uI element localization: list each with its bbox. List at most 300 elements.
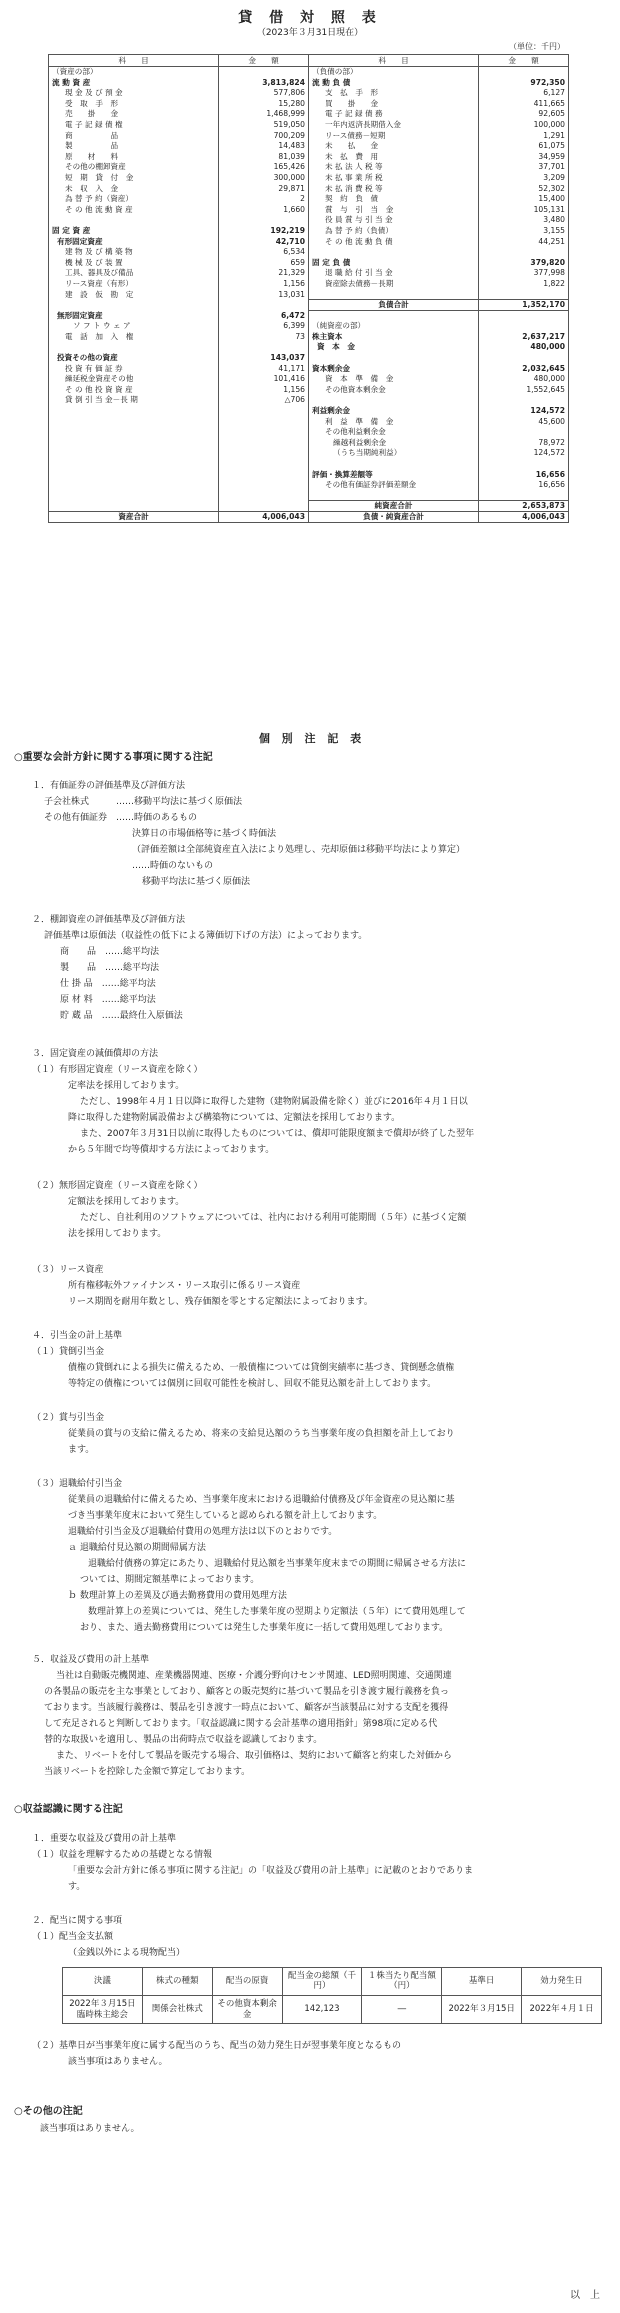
table-cell — [219, 501, 309, 512]
table-cell — [309, 458, 479, 469]
table-cell: 流 動 資 産 — [49, 77, 219, 88]
table-cell — [309, 353, 479, 364]
header-cell: 金 額 — [219, 55, 309, 67]
table-row — [49, 395, 569, 406]
table-cell: 16,656 — [479, 469, 569, 480]
table-cell: 関係会社株式 — [142, 1996, 212, 2024]
table-cell: 有形固定資産 — [49, 236, 219, 247]
balance-sheet-title: 貸 借 対 照 表 — [238, 10, 382, 26]
table-cell: 2022年４月１日 — [522, 1996, 602, 2024]
table-cell: 700,209 — [219, 130, 309, 141]
table-cell — [479, 321, 569, 332]
table-row — [49, 204, 569, 215]
end-mark: 以 上 — [570, 2290, 600, 2301]
note-block — [14, 1328, 610, 1392]
table-cell — [309, 289, 479, 300]
note-line: して充足されると判断しております。「収益認識に関する会計基準の適用指針」第98項に定める代 — [44, 1719, 438, 1730]
table-cell — [49, 416, 219, 427]
table-cell — [479, 289, 569, 300]
note-line: 原 材 料 ……総平均法 — [60, 995, 156, 1006]
note-line: 退職給付引当金及び退職給付費用の処理方法は以下のとおりです。 — [68, 1527, 338, 1538]
table-cell: 2 — [219, 194, 309, 205]
table-cell: 1,156 — [219, 384, 309, 395]
table-cell — [479, 67, 569, 78]
table-row — [49, 119, 569, 130]
table-row — [49, 310, 569, 321]
table-cell: 短 期 貸 付 金 — [49, 172, 219, 183]
table-cell: 21,329 — [219, 268, 309, 279]
note-line: ただし、自社利用のソフトウェアについては、社内における利用可能期間（５年）に基づく定額 — [80, 1213, 467, 1224]
table-row — [63, 1996, 602, 2024]
table-cell: 16,656 — [479, 480, 569, 491]
table-cell: 192,219 — [219, 225, 309, 236]
table-cell: 659 — [219, 257, 309, 268]
table-cell — [219, 458, 309, 469]
note-line: 降に取得した建物附属設備および構築物については、定額法を採用しております。 — [68, 1113, 401, 1124]
table-cell: 2022年３月15日臨時株主総会 — [63, 1996, 143, 2024]
table-cell: 165,426 — [219, 162, 309, 173]
table-row — [49, 247, 569, 258]
table-row — [49, 109, 569, 120]
table-cell: そ の 他 流 動 資 産 — [49, 204, 219, 215]
table-cell — [479, 395, 569, 406]
note-line: おり、また、過去勤務費用については発生した事業年度に一括して費用処理しております。 — [80, 1623, 449, 1634]
table-cell: 買 掛 金 — [309, 98, 479, 109]
note-line: 商 品 ……総平均法 — [60, 947, 160, 958]
table-cell: 資本剰余金 — [309, 363, 479, 374]
table-cell: 480,000 — [479, 342, 569, 353]
table-cell: 為 替 予 約（負債） — [309, 225, 479, 236]
table-cell: 電 子 記 録 債 権 — [49, 119, 219, 130]
table-row — [49, 225, 569, 236]
note-line: （１）配当金支払額 — [32, 1931, 114, 1942]
notes-section — [14, 732, 610, 2137]
note-line: 該当事項はありません。 — [40, 2123, 140, 2134]
table-cell: 退 職 給 付 引 当 金 — [309, 268, 479, 279]
table-row — [49, 480, 569, 491]
table-cell — [309, 310, 479, 321]
table-row — [49, 215, 569, 226]
table-cell: 2,032,645 — [479, 363, 569, 374]
note-line: ５．収益及び費用の計上基準 — [32, 1655, 150, 1666]
note-line: 法を採用しております。 — [68, 1229, 167, 1240]
note-line: 製 品 ……総平均法 — [60, 963, 160, 974]
note-line: 当社は自動販売機関連、産業機器関連、医療・介護分野向けセンサ関連、LED照明関連、交通関連 — [56, 1671, 452, 1682]
table-cell: 78,972 — [479, 437, 569, 448]
note-line: １．重要な収益及び費用の計上基準 — [32, 1833, 177, 1844]
table-cell: 固 定 負 債 — [309, 257, 479, 268]
table-cell: 6,399 — [219, 321, 309, 332]
note-line: （評価差額は全部純資産直入法により処理し、売却原価は移動平均法により算定） — [132, 845, 466, 856]
table-cell: 建 設 仮 勘 定 — [49, 289, 219, 300]
table-cell: 投 資 有 価 証 券 — [49, 363, 219, 374]
table-cell: 負債合計 — [309, 300, 479, 311]
table-cell: 73 — [219, 331, 309, 342]
table-cell: 3,155 — [479, 225, 569, 236]
header-cell: 決議 — [63, 1967, 143, 1995]
table-header-row — [63, 1967, 602, 1995]
table-cell: 124,572 — [479, 406, 569, 417]
table-cell — [219, 416, 309, 427]
table-cell: 29,871 — [219, 183, 309, 194]
table-cell: 機 械 及 び 装 置 — [49, 257, 219, 268]
note-line: ……時価のないもの — [132, 861, 214, 872]
note-line: 定額法を採用しております。 — [68, 1197, 185, 1208]
table-cell — [49, 437, 219, 448]
table-cell: 評価・換算差額等 — [309, 469, 479, 480]
table-cell: 売 掛 金 — [49, 109, 219, 120]
note-line: ２．配当に関する事項 — [32, 1915, 123, 1926]
note-line: １．有価証券の評価基準及び評価方法 — [32, 781, 186, 792]
table-row — [49, 98, 569, 109]
note-block — [14, 912, 610, 1024]
note-block — [14, 1262, 610, 1310]
note-line: づき当事業年度末において発生していると認められる額を計上しております。 — [68, 1511, 383, 1522]
table-cell: 原 材 料 — [49, 151, 219, 162]
table-cell: 利 益 準 備 金 — [309, 416, 479, 427]
table-cell: リース資産（有形） — [49, 278, 219, 289]
table-cell: 1,822 — [479, 278, 569, 289]
balance-sheet-date: （2023年３月31日現在） — [256, 28, 364, 38]
table-cell: 繰越利益剰余金 — [309, 437, 479, 448]
note-line: から５年間で均等償却する方法によっております。 — [68, 1145, 275, 1156]
table-row — [49, 427, 569, 438]
table-cell: 142,123 — [282, 1996, 362, 2024]
table-cell: 100,000 — [479, 119, 569, 130]
table-cell — [49, 490, 219, 501]
table-row — [49, 77, 569, 88]
table-cell: 未 払 金 — [309, 141, 479, 152]
table-row — [49, 88, 569, 99]
table-row — [49, 300, 569, 311]
table-cell: 1,352,170 — [479, 300, 569, 311]
table-row — [49, 353, 569, 364]
table-row — [49, 384, 569, 395]
table-row — [49, 194, 569, 205]
table-cell: 377,998 — [479, 268, 569, 279]
table-row — [49, 448, 569, 459]
table-cell: その他の棚卸資産 — [49, 162, 219, 173]
note-line: 子会社株式 ……移動平均法に基づく原価法 — [44, 797, 243, 808]
note-line: の各製品の販売を主な事業としており、顧客との販売契約に基づいて製品を引き渡す履行義務を負っ — [44, 1687, 450, 1698]
note-line: （１）貸倒引当金 — [32, 1347, 105, 1358]
table-cell: 81,039 — [219, 151, 309, 162]
table-cell — [219, 448, 309, 459]
table-cell: 1,552,645 — [479, 384, 569, 395]
table-cell: 繰延税金資産その他 — [49, 374, 219, 385]
note-line: ３．固定資産の減価償却の方法 — [32, 1049, 159, 1060]
note-line: 従業員の退職給付に備えるため、当事業年度末における退職給付債務及び年金資産の見込額に基 — [68, 1495, 455, 1506]
table-header-row — [49, 55, 569, 67]
table-cell: （負債の部） — [309, 67, 479, 78]
table-cell: 商 品 — [49, 130, 219, 141]
table-cell: 41,171 — [219, 363, 309, 374]
note-line: また、2007年３月31日以前に取得したものについては、償却可能限度額まで償却が終了した翌年 — [80, 1129, 475, 1140]
table-cell: △706 — [219, 395, 309, 406]
table-cell: 105,131 — [479, 204, 569, 215]
note-line: （金銭以外による現物配当） — [68, 1947, 186, 1958]
table-row — [49, 469, 569, 480]
note-block — [14, 1476, 610, 1636]
note-line: 決算日の市場価格等に基づく時価法 — [132, 829, 277, 840]
table-cell: ― — [362, 1996, 442, 2024]
note-line: （２）賞与引当金 — [32, 1413, 105, 1424]
header-cell: 効力発生日 — [522, 1967, 602, 1995]
note-line: （１）有形固定資産（リース資産を除く） — [32, 1065, 203, 1076]
table-cell: 資 本 準 備 金 — [309, 374, 479, 385]
table-row — [49, 183, 569, 194]
note-line: 債権の貸倒れによる損失に備えるため、一般債権については貸倒実績率に基づき、貸倒懸念債権 — [68, 1363, 455, 1374]
table-cell: 資産除去債務－長期 — [309, 278, 479, 289]
table-row — [49, 490, 569, 501]
note-line: 定率法を採用しております。 — [68, 1081, 185, 1092]
table-cell: 未 払 事 業 所 税 — [309, 172, 479, 183]
table-cell: 製 品 — [49, 141, 219, 152]
table-cell — [219, 406, 309, 417]
note-block — [14, 1410, 610, 1458]
note-line: ただし、1998年４月１日以降に取得した建物（建物附属設備を除く）並びに2016年４月１日以 — [80, 1097, 468, 1108]
table-cell: 3,480 — [479, 215, 569, 226]
note-line: ４．引当金の計上基準 — [32, 1331, 123, 1342]
table-cell — [49, 427, 219, 438]
note-line: （３）退職給付引当金 — [32, 1479, 123, 1490]
table-cell — [479, 310, 569, 321]
table-cell: 役 員 賞 与 引 当 金 — [309, 215, 479, 226]
note-block — [14, 778, 610, 890]
note-line: 評価基準は原価法（収益性の低下による簿価切下げの方法）によっております。 — [44, 931, 368, 942]
table-cell: そ の 他 流 動 負 債 — [309, 236, 479, 247]
table-cell — [49, 406, 219, 417]
table-cell: 2022年３月15日 — [442, 1996, 522, 2024]
unit-label: （単位：千円） — [509, 42, 565, 51]
table-cell — [219, 437, 309, 448]
header-cell: 科 目 — [49, 55, 219, 67]
table-row — [49, 67, 569, 78]
table-row — [49, 236, 569, 247]
table-cell: 純資産合計 — [309, 501, 479, 512]
note-line: （２）基準日が当事業年度に属する配当のうち、配当の効力発生日が翌事業年度となるもの — [32, 2041, 402, 2052]
table-cell — [219, 480, 309, 491]
table-cell: 61,075 — [479, 141, 569, 152]
table-cell: 建 物 及 び 構 築 物 — [49, 247, 219, 258]
header-cell: 基準日 — [442, 1967, 522, 1995]
note-block — [14, 1652, 610, 1780]
table-cell: 101,416 — [219, 374, 309, 385]
table-cell: 契 約 負 債 — [309, 194, 479, 205]
table-cell: 14,483 — [219, 141, 309, 152]
table-cell — [219, 490, 309, 501]
table-cell: 1,156 — [219, 278, 309, 289]
table-cell: 577,806 — [219, 88, 309, 99]
note-line: 貯 蔵 品 ……最終仕入原価法 — [60, 1011, 183, 1022]
table-cell: 34,959 — [479, 151, 569, 162]
table-cell: 124,572 — [479, 448, 569, 459]
table-cell: 資 本 金 — [309, 342, 479, 353]
balance-sheet-table — [48, 54, 569, 523]
table-cell: 1,660 — [219, 204, 309, 215]
table-cell: 未 払 消 費 税 等 — [309, 183, 479, 194]
note-line: 従業員の賞与の支給に備えるため、将来の支給見込額のうち当事業年度の負担額を計上しており — [68, 1429, 455, 1440]
table-cell: 42,710 — [219, 236, 309, 247]
table-cell: 2,637,217 — [479, 331, 569, 342]
table-cell — [49, 469, 219, 480]
table-row — [49, 130, 569, 141]
table-cell — [49, 501, 219, 512]
note-line: 所有権移転外ファイナンス・リース取引に係るリース資産 — [68, 1281, 301, 1292]
table-cell: その他利益剰余金 — [309, 427, 479, 438]
table-cell — [49, 448, 219, 459]
table-cell: 固 定 資 産 — [49, 225, 219, 236]
note-line: 替的な取扱いを適用し、製品の出荷時点で収益を認識しております。 — [44, 1735, 323, 1746]
note-line: 「重要な会計方針に係る事項に関する注記」の「収益及び費用の計上基準」に記載のとおりでありま — [68, 1865, 474, 1876]
table-cell: その他資本剰余金 — [212, 1996, 282, 2024]
table-row — [49, 374, 569, 385]
table-cell: 15,400 — [479, 194, 569, 205]
table-cell: 6,534 — [219, 247, 309, 258]
note-line: ｂ 数理計算上の差異及び過去勤務費用の費用処理方法 — [68, 1591, 287, 1602]
total-cell: 4,006,043 — [219, 511, 309, 522]
note-line: ２．棚卸資産の評価基準及び評価方法 — [32, 915, 186, 926]
table-row — [49, 331, 569, 342]
table-cell: 電 子 記 録 債 務 — [309, 109, 479, 120]
table-cell: 未 収 入 金 — [49, 183, 219, 194]
note-line: また、リベートを付して製品を販売する場合、取引価格は、契約において顧客と約束した対価から — [56, 1751, 452, 1762]
table-cell — [49, 342, 219, 353]
total-cell: 負債・純資産合計 — [309, 511, 479, 522]
note-line: ａ 退職給付見込額の期間帰属方法 — [68, 1543, 206, 1554]
note-line: 仕 掛 品 ……総平均法 — [60, 979, 156, 990]
total-cell: 資産合計 — [49, 511, 219, 522]
table-cell — [49, 215, 219, 226]
total-cell: 4,006,043 — [479, 511, 569, 522]
notes-title: 個 別 注 記 表 — [258, 732, 366, 745]
note-line: ついては、期間定額基準によっております。 — [80, 1575, 260, 1586]
table-row — [49, 342, 569, 353]
table-cell — [219, 67, 309, 78]
table-row — [49, 172, 569, 183]
table-cell: 未 払 費 用 — [309, 151, 479, 162]
table-cell: 利益剰余金 — [309, 406, 479, 417]
table-cell: 379,820 — [479, 257, 569, 268]
table-cell: 143,037 — [219, 353, 309, 364]
note-line: 当該リベートを控除した金額で算定しております。 — [44, 1767, 251, 1778]
note-line: 等特定の債権については個別に回収可能性を検討し、回収不能見込額を計上しております。 — [68, 1379, 437, 1390]
table-cell: 受 取 手 形 — [49, 98, 219, 109]
table-cell — [309, 490, 479, 501]
table-cell — [49, 458, 219, 469]
note-line: ます。 — [68, 1445, 95, 1456]
table-cell: そ の 他 投 資 資 産 — [49, 384, 219, 395]
header-cell: １株当たり配当額（円） — [362, 1967, 442, 1995]
note-line: （２）無形固定資産（リース資産を除く） — [32, 1181, 203, 1192]
note-block — [14, 1178, 610, 1242]
table-row — [49, 363, 569, 374]
table-cell: その他有価証券評価差額金 — [309, 480, 479, 491]
table-cell: 1,468,999 — [219, 109, 309, 120]
table-cell — [309, 395, 479, 406]
table-row — [49, 458, 569, 469]
table-cell: 480,000 — [479, 374, 569, 385]
table-cell: 2,653,873 — [479, 501, 569, 512]
table-cell: 未 払 法 人 税 等 — [309, 162, 479, 173]
note-line: 退職給付債務の算定にあたり、退職給付見込額を当事業年度末までの期間に帰属させる方法に — [88, 1559, 467, 1570]
header-cell: 配当の原資 — [212, 1967, 282, 1995]
table-cell: 流 動 負 債 — [309, 77, 479, 88]
table-cell: 45,600 — [479, 416, 569, 427]
table-cell: 株主資本 — [309, 331, 479, 342]
table-cell: 300,000 — [219, 172, 309, 183]
table-cell: 3,813,824 — [219, 77, 309, 88]
table-row — [49, 141, 569, 152]
table-row — [49, 257, 569, 268]
table-row — [49, 289, 569, 300]
table-cell: （資産の部） — [49, 67, 219, 78]
table-row — [49, 151, 569, 162]
table-cell — [219, 427, 309, 438]
table-cell — [479, 458, 569, 469]
table-cell: 投資その他の資産 — [49, 353, 219, 364]
header-cell: 配当金の総額（千円） — [282, 1967, 362, 1995]
table-cell: 411,665 — [479, 98, 569, 109]
table-cell: 1,291 — [479, 130, 569, 141]
table-cell: 工具、器具及び備品 — [49, 268, 219, 279]
table-row — [49, 162, 569, 173]
note-line: 数理計算上の差異については、発生した事業年度の翌期より定額法（５年）にて費用処理して — [88, 1607, 466, 1618]
table-cell: 13,031 — [219, 289, 309, 300]
table-cell — [479, 353, 569, 364]
table-cell — [219, 342, 309, 353]
table-cell — [479, 427, 569, 438]
table-cell — [49, 300, 219, 311]
table-cell — [479, 490, 569, 501]
table-cell — [219, 469, 309, 480]
table-cell — [219, 300, 309, 311]
note-line: （３）リース資産 — [32, 1265, 104, 1276]
table-cell: 為 替 予 約（資産） — [49, 194, 219, 205]
table-row — [49, 321, 569, 332]
note-line: （１）収益を理解するための基礎となる情報 — [32, 1849, 213, 1860]
table-cell: 92,605 — [479, 109, 569, 120]
table-cell: （純資産の部） — [309, 321, 479, 332]
note-line: リース期間を耐用年数とし、残存価額を零とする定額法によっております。 — [68, 1297, 373, 1308]
table-row — [49, 416, 569, 427]
table-cell: 支 払 手 形 — [309, 88, 479, 99]
table-cell — [479, 247, 569, 258]
table-cell: ソ フ ト ウ ェ ア — [49, 321, 219, 332]
table-row — [49, 501, 569, 512]
table-cell: （うち当期純利益） — [309, 448, 479, 459]
section-heading: ○重要な会計方針に関する事項に関する注記 — [14, 751, 213, 763]
table-cell: 44,251 — [479, 236, 569, 247]
table-cell — [309, 247, 479, 258]
note-line: 該当事項はありません。 — [68, 2057, 168, 2068]
table-cell: 972,350 — [479, 77, 569, 88]
table-cell: 6,127 — [479, 88, 569, 99]
note-line: す。 — [68, 1881, 86, 1892]
table-cell: 52,302 — [479, 183, 569, 194]
note-block — [14, 2038, 610, 2070]
note-line: ております。当該履行義務は、製品を引き渡す一時点において、顧客が当該製品に対する支配を獲得 — [44, 1703, 449, 1714]
note-block — [14, 1913, 610, 1961]
dividend-table — [62, 1967, 602, 2025]
header-cell: 科 目 — [309, 55, 479, 67]
note-line: その他有価証券 ……時価のあるもの — [44, 813, 198, 824]
table-cell: 15,280 — [219, 98, 309, 109]
note-block — [14, 1046, 610, 1158]
table-cell: 貸 倒 引 当 金－長 期 — [49, 395, 219, 406]
total-row — [49, 511, 569, 522]
table-cell — [219, 215, 309, 226]
